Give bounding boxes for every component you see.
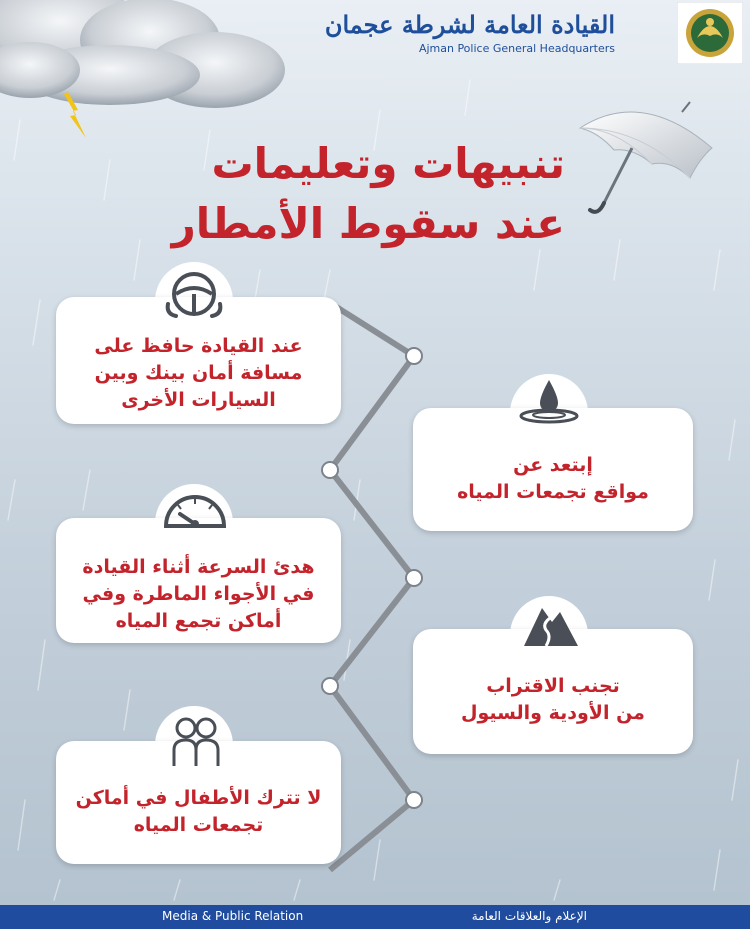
tip-3-line-1: هدئ السرعة أثناء القيادة (82, 556, 315, 578)
tip-1-line-2: مسافة أمان بينك وبين (94, 362, 303, 384)
tip-5-line-2: تجمعات المياه (133, 814, 264, 836)
tip-2-line-2: مواقع تجمعات المياه (457, 481, 649, 503)
org-name-arabic: القيادة العامة لشرطة عجمان (324, 10, 615, 39)
tip-5-line-1: لا تترك الأطفال في أماكن (75, 787, 322, 809)
steering-wheel-icon (164, 268, 224, 318)
tip-2-line-1: إبتعد عن (513, 454, 593, 476)
tip-4-line-1: تجنب الاقتراب (486, 675, 620, 697)
children-icon (168, 712, 224, 768)
valley-river-icon (522, 602, 580, 648)
footer-department-arabic: الإعلام والعلاقات العامة (471, 909, 587, 923)
footer-bar (0, 905, 750, 929)
page-title-line1: تنبيهات وتعليمات (211, 139, 565, 188)
tip-3-line-3: أماكن تجمع المياه (115, 610, 282, 632)
tip-4-line-2: من الأودية والسيول (461, 702, 645, 724)
water-drop-icon (518, 378, 580, 424)
tip-1-line-1: عند القيادة حافظ على (94, 335, 303, 357)
page-title-line2: عند سقوط الأمطار (171, 199, 565, 248)
org-name-english: Ajman Police General Headquarters (418, 42, 615, 55)
tip-3-line-2: في الأجواء الماطرة وفي (82, 583, 315, 605)
footer-department-english: Media & Public Relation (162, 909, 304, 923)
tip-card-2 (413, 408, 693, 531)
tip-card-3 (56, 518, 341, 643)
tip-1-line-3: السيارات الأخرى (121, 389, 276, 411)
